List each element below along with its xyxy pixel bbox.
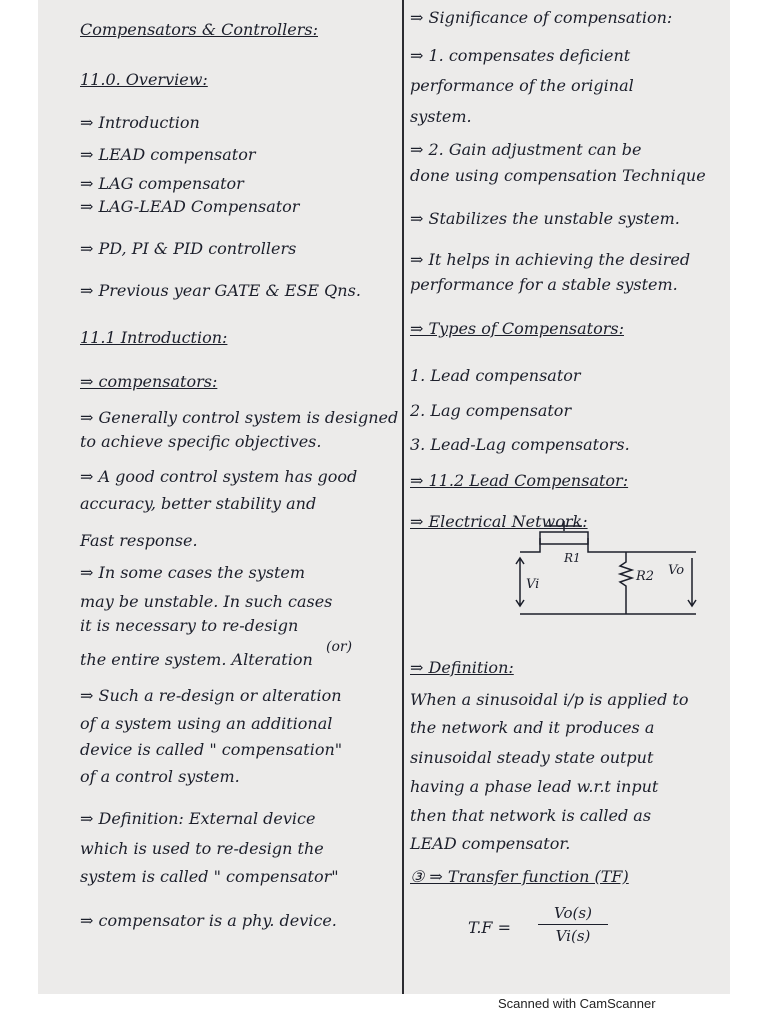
text-line: accuracy, better stability and — [80, 494, 317, 513]
text-line: ⇒ Stabilizes the unstable system. — [410, 209, 680, 228]
scanner-watermark: Scanned with CamScanner — [498, 996, 656, 1011]
text-line: When a sinusoidal i/p is applied to — [410, 690, 689, 709]
text-line: ⇒ compensator is a phy. device. — [80, 911, 337, 930]
text-line: having a phase lead w.r.t input — [410, 777, 659, 796]
overview-item: ⇒ LAG-LEAD Compensator — [80, 197, 300, 216]
overview-heading: 11.0. Overview: — [80, 70, 208, 89]
text-line: which is used to re-design the — [80, 839, 324, 858]
overview-item: ⇒ Introduction — [80, 113, 200, 132]
type-item: 1. Lead compensator — [410, 366, 581, 385]
tf-lhs: T.F = — [468, 918, 511, 937]
vo-label: Vo — [668, 563, 685, 578]
text-line: of a system using an additional — [80, 714, 333, 733]
chapter-title: Compensators & Controllers: — [80, 20, 318, 39]
overview-item: ⇒ LAG compensator — [80, 174, 244, 193]
text-line: ⇒ 2. Gain adjustment can be — [410, 140, 642, 159]
text-line: ⇒ A good control system has good — [80, 467, 358, 486]
resistor-r1-box — [540, 532, 588, 544]
lead-network-circuit — [510, 518, 720, 630]
tf-numerator: Vo(s) — [554, 904, 592, 922]
text-line: the network and it produces a — [410, 718, 655, 737]
r1-label: R1 — [564, 551, 581, 565]
text-line: of a control system. — [80, 767, 240, 786]
text-line: performance for a stable system. — [410, 275, 678, 294]
network-heading: ⇒ Electrical Network: — [410, 512, 588, 531]
vi-label: Vi — [526, 577, 540, 592]
compensators-heading: ⇒ compensators: — [80, 372, 218, 391]
or-annotation: (or) — [326, 639, 353, 655]
text-line: system. — [410, 107, 472, 126]
text-line: done using compensation Technique — [410, 166, 706, 185]
capacitor-symbol — [546, 521, 582, 531]
tf-denominator: Vi(s) — [555, 927, 591, 945]
top-wire-left — [520, 538, 540, 552]
text-line: ⇒ It helps in achieving the desired — [410, 250, 691, 269]
text-line: system is called " compensator" — [80, 867, 339, 886]
text-line: device is called " compensation" — [80, 740, 343, 759]
text-line: LEAD compensator. — [410, 834, 571, 853]
transfer-function-heading: ③ ⇒ Transfer function (TF) — [410, 867, 629, 886]
definition-line: ⇒ Definition: External device — [80, 809, 316, 828]
text-line: ⇒ Generally control system is designed — [80, 408, 399, 427]
lead-heading: ⇒ 11.2 Lead Compensator: — [410, 471, 629, 490]
introduction-heading: 11.1 Introduction: — [80, 328, 228, 347]
fraction-bar — [538, 924, 608, 925]
text-line: Fast response. — [80, 531, 198, 550]
types-heading: ⇒ Types of Compensators: — [410, 319, 624, 338]
significance-heading: ⇒ Significance of compensation: — [410, 8, 673, 27]
text-line: sinusoidal steady state output — [410, 748, 654, 767]
text-line: to achieve specific objectives. — [80, 432, 322, 451]
text-line: performance of the original — [410, 76, 634, 95]
type-item: 3. Lead-Lag compensators. — [410, 435, 630, 454]
vo-arrow — [688, 558, 696, 606]
tf-fraction — [538, 904, 608, 945]
resistor-r2-zigzag — [620, 552, 632, 614]
column-divider — [402, 0, 404, 994]
type-item: 2. Lag compensator — [410, 401, 572, 420]
text-line: ⇒ In some cases the system — [80, 563, 306, 582]
text-line: the entire system. Alteration — [80, 650, 313, 669]
text-line: ⇒ Such a re-design or alteration — [80, 686, 342, 705]
overview-item: ⇒ PD, PI & PID controllers — [80, 239, 297, 258]
text-line: ⇒ 1. compensates deficient — [410, 46, 631, 65]
r2-label: R2 — [636, 569, 655, 584]
vi-arrow — [516, 558, 524, 606]
text-line: it is necessary to re-design — [80, 616, 299, 635]
notebook-page — [38, 0, 730, 994]
text-line: then that network is called as — [410, 806, 652, 825]
definition-heading: ⇒ Definition: — [410, 658, 514, 677]
top-wire-right — [588, 538, 696, 552]
text-line: may be unstable. In such cases — [80, 592, 333, 611]
overview-item: ⇒ LEAD compensator — [80, 145, 256, 164]
overview-item: ⇒ Previous year GATE & ESE Qns. — [80, 281, 361, 300]
